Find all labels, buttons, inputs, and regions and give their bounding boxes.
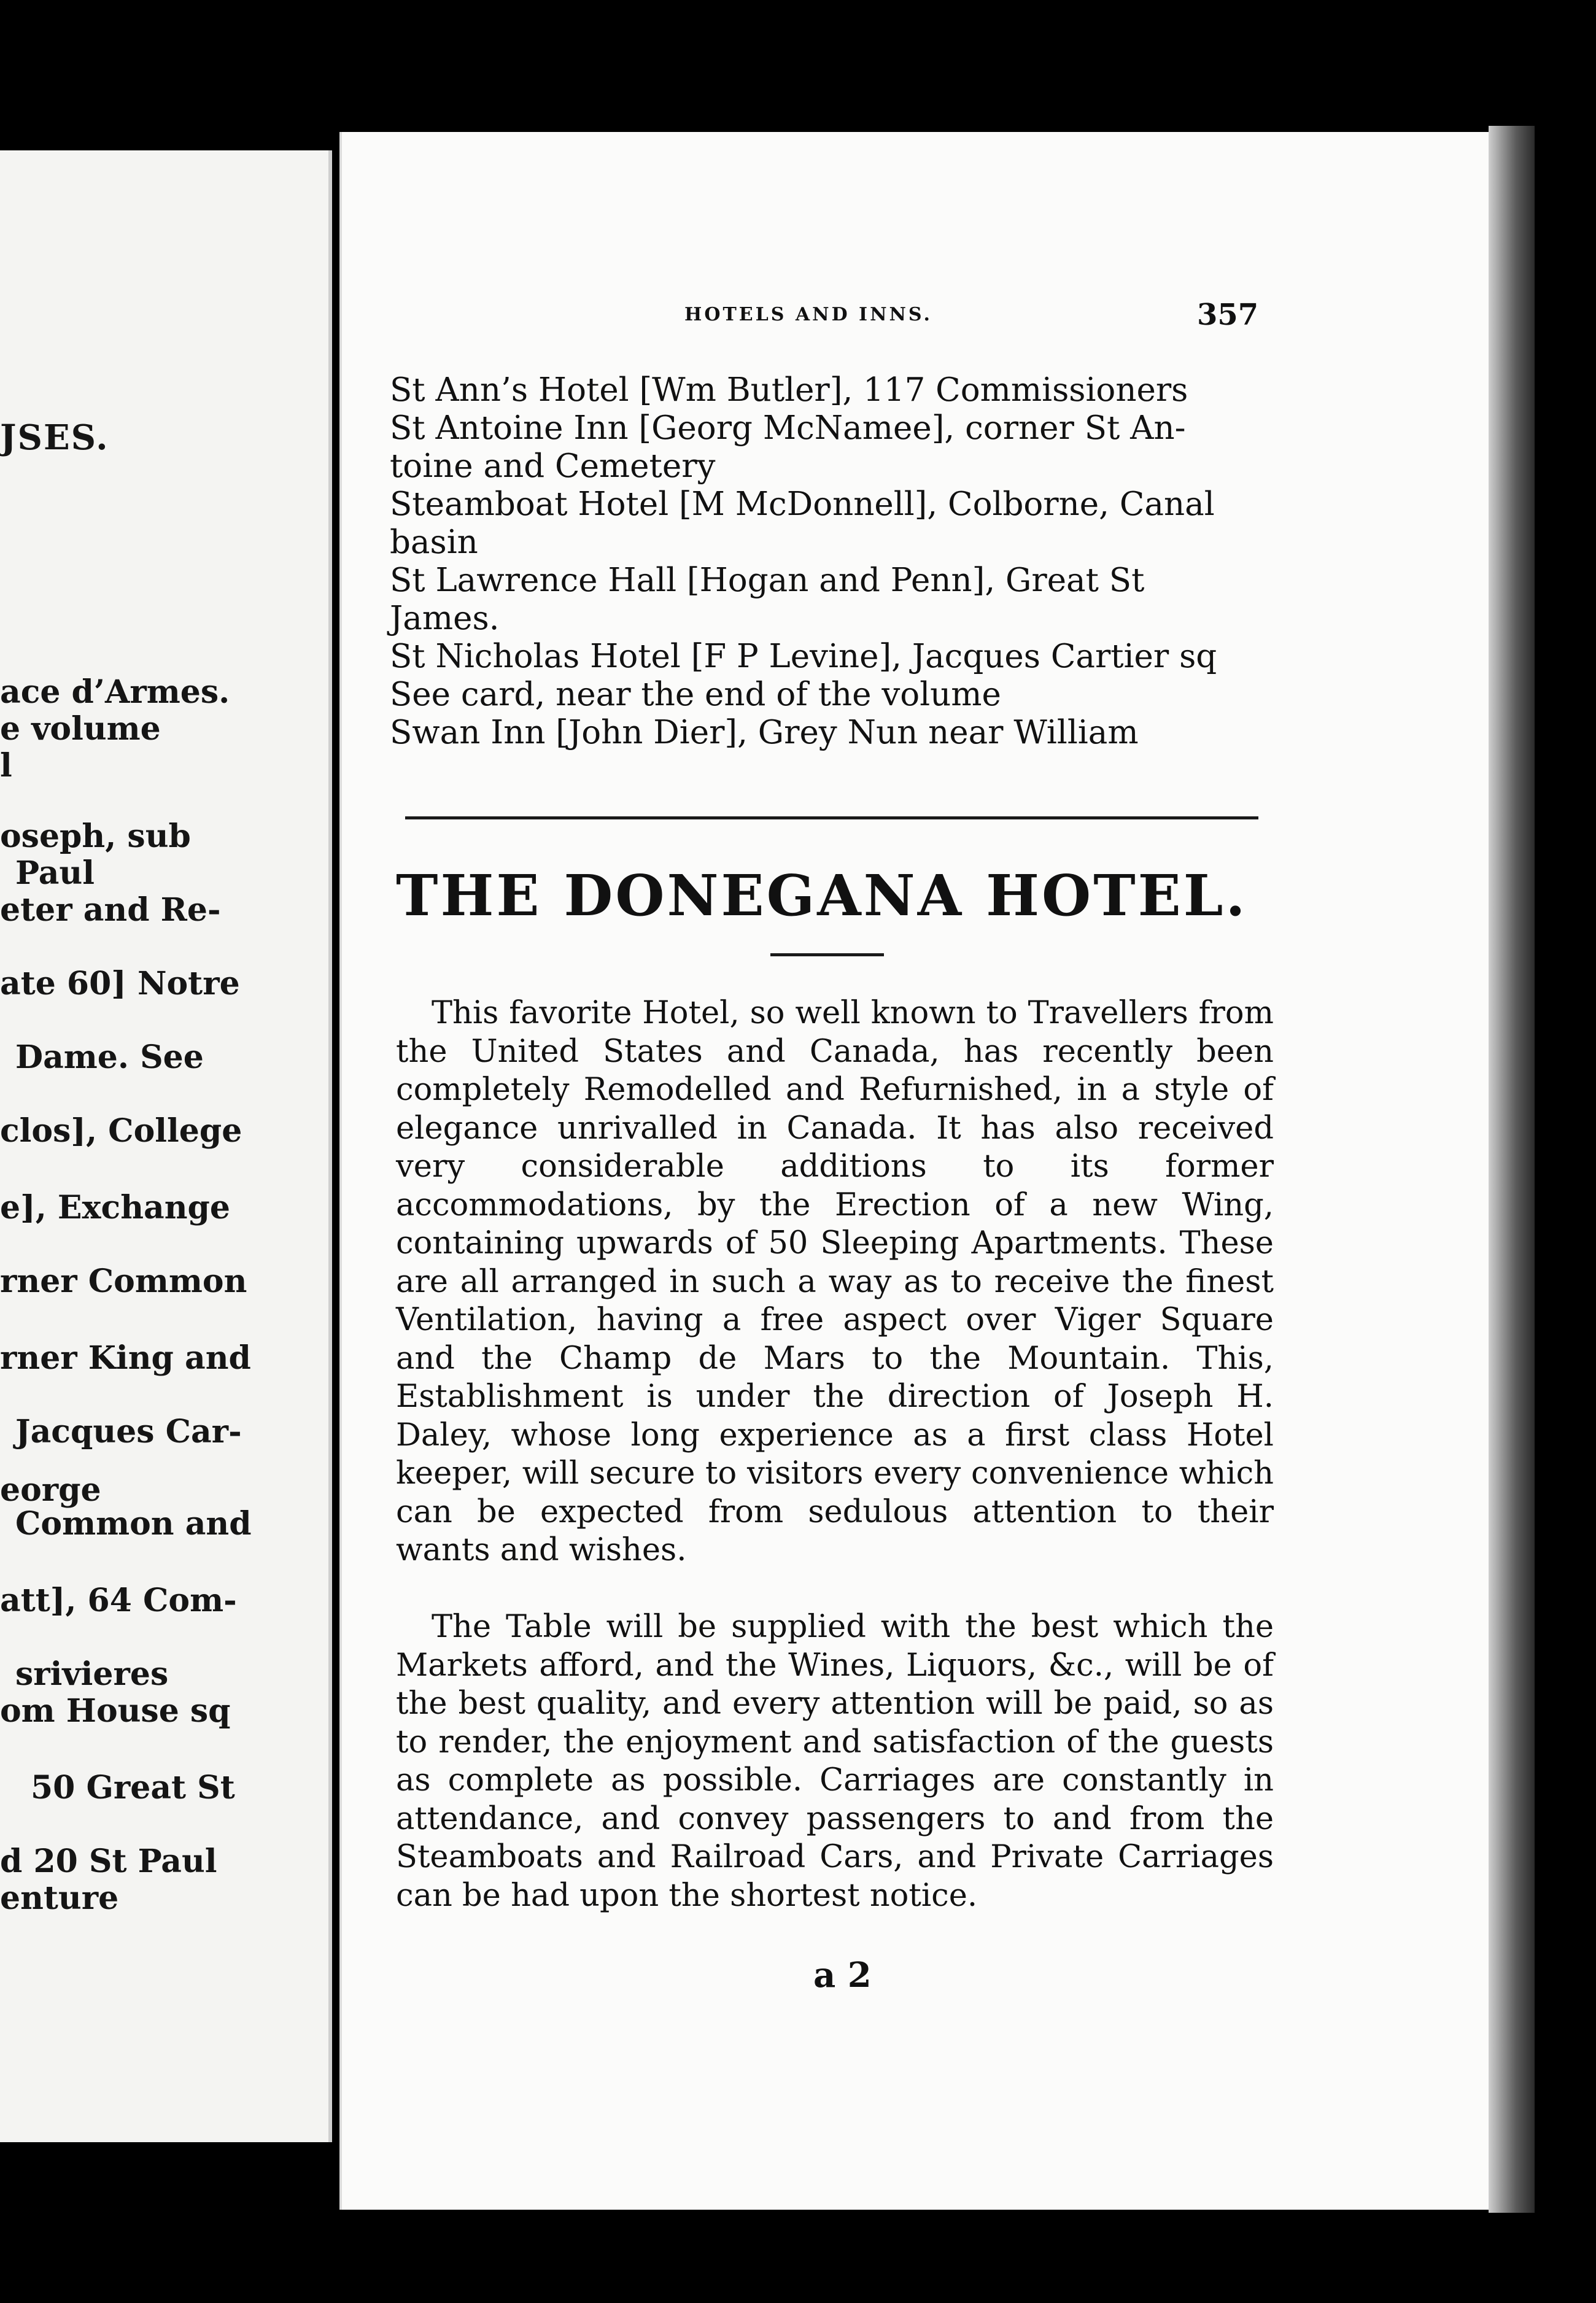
left-page-line: srivieres xyxy=(15,1655,169,1693)
left-page-line: Dame. See xyxy=(15,1039,204,1076)
left-page-line: enture xyxy=(0,1879,119,1917)
left-page-line: d 20 St Paul xyxy=(0,1843,217,1880)
listing-continuation: James. xyxy=(390,600,500,637)
listing-item xyxy=(390,371,1265,409)
left-page-line: Paul xyxy=(15,854,95,892)
listing-item xyxy=(390,638,1265,714)
ad-title: THE DONEGANA HOTEL. xyxy=(396,862,1248,929)
listing-line: Swan Inn [John Dier], Grey Nun near William xyxy=(390,714,1139,751)
hotel-listings xyxy=(390,371,1265,752)
listing-item xyxy=(390,714,1265,752)
listing-line: St Ann’s Hotel [Wm Butler], 117 Commissioners xyxy=(390,371,1188,409)
book-binding-edge xyxy=(1489,126,1535,2213)
listing-line: St Nicholas Hotel [F P Levine], Jacques Cartier sq xyxy=(390,638,1217,675)
signature-mark: a 2 xyxy=(813,1955,872,1995)
left-page-line: l xyxy=(0,747,12,784)
listing-line: St Lawrence Hall [Hogan and Penn], Great St xyxy=(390,562,1145,599)
running-head: HOTELS AND INNS. xyxy=(684,304,932,325)
ad-paragraph-2: The Table will be supplied with the best which the Markets afford, and the Wines, Liquors, &c., will be of the best quality, and every attention will be paid, so as to render, the enjoyment and satisfaction of the guests as complete as possible. Carriages are constantly in attendance, and convey passengers to and from the Steamboats and Railroad Cars, and Private Carriages can be had upon the shortest notice. xyxy=(396,1609,1274,1914)
listing-item xyxy=(390,562,1265,638)
left-page-line: e], Exchange xyxy=(0,1189,230,1226)
left-page-line: rner Common xyxy=(0,1263,247,1300)
left-page-line: clos], College xyxy=(0,1112,242,1150)
left-page-line: ate 60] Notre xyxy=(0,965,240,1002)
left-page-line: eter and Re- xyxy=(0,891,221,929)
left-page-heading: JSES. xyxy=(0,417,109,458)
left-page-line: om House sq xyxy=(0,1692,231,1730)
listing-line: St Antoine Inn [Georg McNamee], corner St An- xyxy=(390,409,1186,447)
left-page-line: 50 Great St xyxy=(31,1769,235,1806)
page-number: 357 xyxy=(1197,298,1259,332)
title-underline xyxy=(770,953,884,956)
listing-continuation: basin xyxy=(390,524,478,561)
left-page-fragment xyxy=(0,150,332,2142)
ad-paragraph-1: This favorite Hotel, so well known to Travellers from the United States and Canada, has recently been completely Remodelled and Refurnished, in a style of elegance unrivalled in Canada. It has also received very considerable additions to its former accommodations, by the Erection of a new Wing, containing upwards of 50 Sleeping Apartments. These are all arranged in such a way as to receive the finest Ventilation, having a free aspect over Viger Square and the Champ de Mars to the Mountain. This, Establishment is under the direction of Joseph H. Daley, whose long experience as a first class Hotel keeper, will secure to visitors every convenience which can be expected from sedulous attention to their wants and wishes. xyxy=(396,995,1274,1568)
left-page-line: att], 64 Com- xyxy=(0,1582,237,1619)
listing-item xyxy=(390,409,1265,486)
listing-continuation: See card, near the end of the volume xyxy=(390,676,1001,713)
left-page-line: eorge xyxy=(0,1471,101,1509)
left-page-line: Jacques Car- xyxy=(15,1413,242,1450)
left-page-line: rner King and xyxy=(0,1339,251,1377)
section-divider xyxy=(405,816,1258,819)
left-page-line: ace d’Armes. xyxy=(0,673,230,711)
left-page-line: Common and xyxy=(15,1505,252,1542)
left-page-line: oseph, sub xyxy=(0,818,191,855)
listing-item xyxy=(390,486,1265,562)
listing-line: Steamboat Hotel [M McDonnell], Colborne, Canal xyxy=(390,486,1215,523)
listing-continuation: toine and Cemetery xyxy=(390,447,716,485)
left-page-line: e volume xyxy=(0,710,161,748)
